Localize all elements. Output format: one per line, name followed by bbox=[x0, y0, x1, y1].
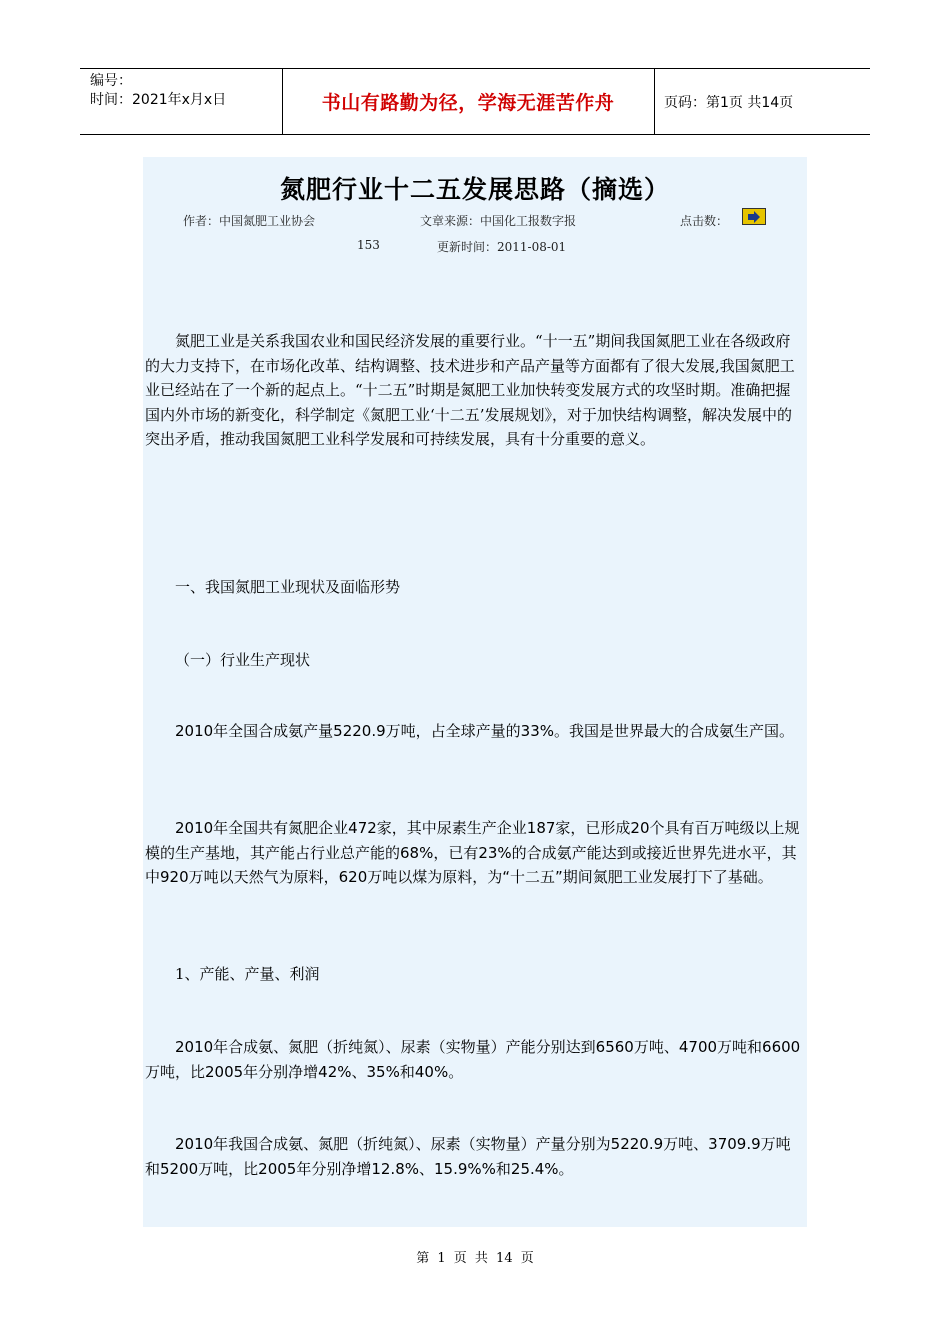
hits-value: 153 bbox=[357, 238, 380, 252]
document-time: 时间：2021年x月x日 bbox=[90, 92, 227, 108]
hits-label: 点击数： bbox=[680, 214, 729, 228]
body-paragraph: 2010年全国合成氨产量5220.9万吨，占全球产量的33%。我国是世界最大的合成氨生产国。 bbox=[175, 722, 795, 740]
body-paragraph: 2010年我国合成氨、氮肥（折纯氮）、尿素（实物量）产量分别为5220.9万吨、3709.9万吨和5200万吨，比2005年分别净增12.8%、15.9%%和25.4%。 bbox=[145, 1135, 791, 1178]
header-info bbox=[90, 72, 226, 110]
body-paragraph: 2010年全国共有氮肥企业472家，其中尿素生产企业187家，已形成20个具有百万吨级以上规模的生产基地，其产能占行业总产能的68%，已有23%的合成氨产能达到或接近世界先进水平，其中920万吨以天然气为原料，620万吨以煤为原料，为“十二五”期间氮肥工业发展打下了基础。 bbox=[145, 819, 800, 886]
hits-icon[interactable] bbox=[742, 208, 766, 225]
header-motto: 书山有路勤为径，学海无涯苦作舟 bbox=[321, 92, 615, 114]
article-updated: 更新时间：2011-08-01 bbox=[437, 240, 567, 254]
section-heading: 一、我国氮肥工业现状及面临形势 bbox=[175, 578, 401, 596]
body-paragraph: 2010年合成氨、氮肥（折纯氮）、尿素（实物量）产能分别达到6560万吨、4700万吨和6600万吨，比2005年分别净增42%、35%和40%。 bbox=[145, 1038, 801, 1081]
article-source: 文章来源：中国化工报数字报 bbox=[420, 214, 577, 228]
article-author: 作者：中国氮肥工业协会 bbox=[183, 214, 316, 228]
intro-paragraph: 氮肥工业是关系我国农业和国民经济发展的重要行业。“十一五”期间我国氮肥工业在各级政府的大力支持下，在市场化改革、结构调整、技术进步和产品产量等方面都有了很大发展,我国氮肥工业已经站在了一个新的起点上。“十二五”时期是氮肥工业加快转变发展方式的攻坚时期。准确把握国内外市场的新变化，科学制定《氮肥工业‘十二五’发展规划》，对于加快结构调整，解决发展中的突出矛盾，推动我国氮肥工业科学发展和可持续发展，具有十分重要的意义。 bbox=[145, 332, 795, 448]
document-number-label: 编号： bbox=[90, 73, 132, 89]
header-page-info: 页码：第1页 共14页 bbox=[664, 94, 794, 111]
page-footer: 第 1 页 共 14 页 bbox=[416, 1251, 534, 1266]
article-title: 氮肥行业十二五发展思路（摘选） bbox=[279, 175, 670, 204]
item-heading: 1、产能、产量、利润 bbox=[175, 965, 320, 983]
header-divider bbox=[654, 68, 655, 135]
subsection-heading: （一）行业生产现状 bbox=[175, 651, 311, 669]
